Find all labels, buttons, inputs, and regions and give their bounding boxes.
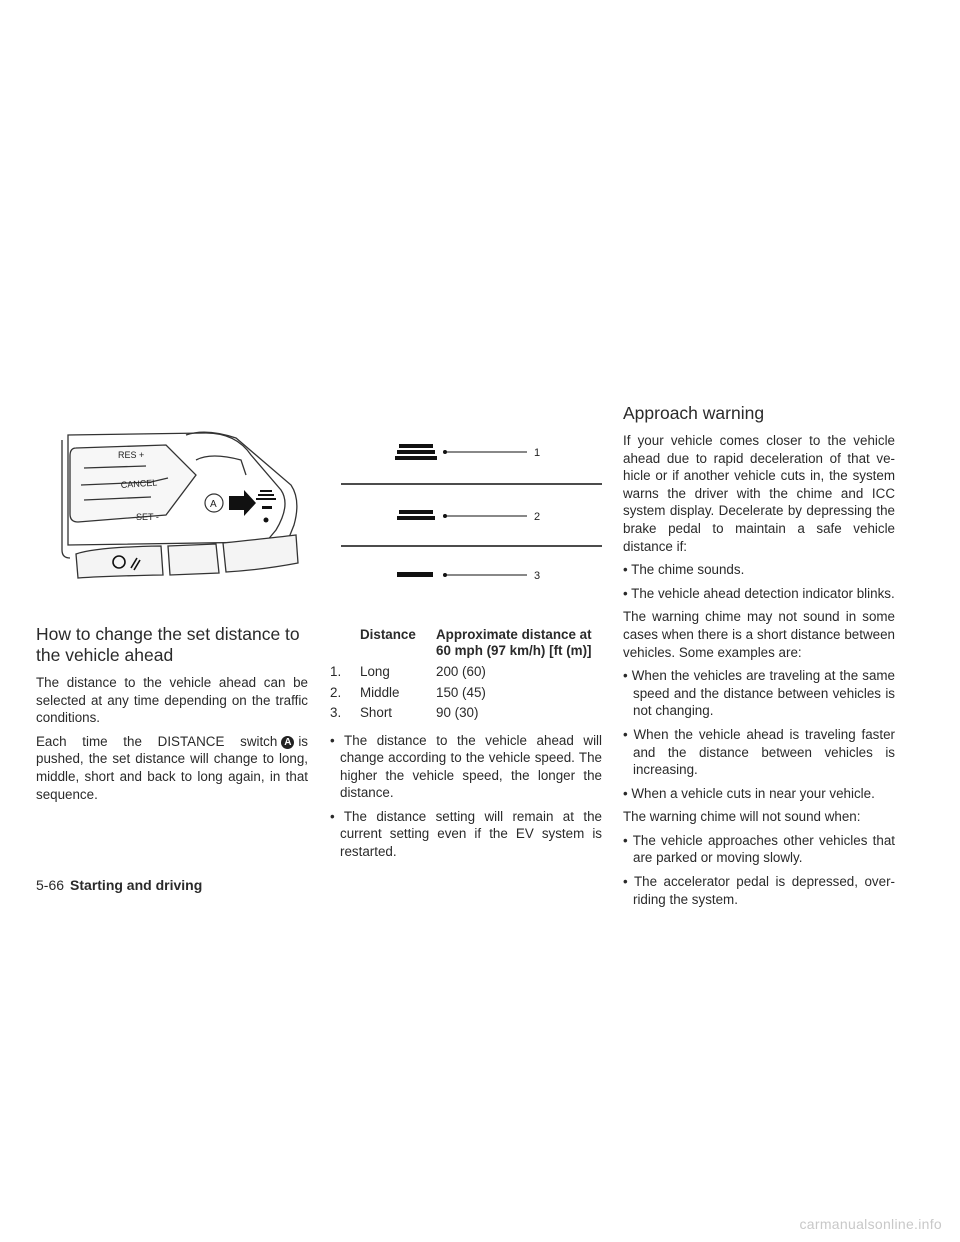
distance-illustration	[340, 440, 602, 585]
page-footer	[36, 877, 202, 893]
distance-table	[330, 627, 596, 724]
distance-label-2: 2	[534, 511, 541, 523]
table-cell-name: Middle	[360, 684, 400, 700]
paragraph-switch-text-before: Each time the DISTANCE switch	[36, 733, 278, 749]
table-cell-num: 1.	[330, 664, 342, 679]
table-cell-num: 3.	[330, 705, 342, 720]
distance-middle-icon	[397, 510, 435, 520]
paragraph-distance-switch	[36, 733, 308, 803]
column-left	[36, 624, 308, 809]
table-cell-value: 150 (45)	[436, 684, 486, 700]
table-cell-value: 90 (30)	[436, 705, 479, 720]
callout-label: A	[210, 499, 217, 510]
section-heading-set-distance: How to change the set distance to the vehicle ahead	[36, 624, 300, 665]
paragraph-approach-intro: If your vehicle comes closer to the vehicle ahead due to rapid deceleration of that vehicle or if another vehicle cuts in, the system warns the driver with the chime and ICC system display. Decelerate by depressing the brake pedal to maintain a safe vehicle distance if:	[623, 433, 895, 554]
table-cell-name: Long	[360, 664, 390, 679]
steering-switch-drawing	[36, 430, 308, 585]
arrow-right-icon	[229, 490, 256, 516]
list-item: • The vehicle ahead detection indicator blinks.	[623, 585, 895, 601]
list-item: • When the vehicle ahead is traveling faster and the distance between vehicles is increasing.	[623, 726, 895, 778]
set-minus-label: SET -	[136, 512, 159, 522]
table-row	[330, 662, 596, 683]
distance-short-icon	[397, 572, 433, 577]
distance-label-1: 1	[534, 447, 541, 459]
paragraph-distance-selection: The distance to the vehicle ahead can be selected at any time depending on the traffic conditions.	[36, 675, 308, 726]
steering-switch-illustration	[36, 430, 308, 585]
list-item: • The vehicle approaches other vehicles that are parked or moving slowly.	[623, 832, 895, 866]
paragraph-chime-will-not-sound: The warning chime will not sound when:	[623, 809, 861, 825]
list-item: • The chime sounds.	[623, 562, 745, 578]
list-item: • The distance setting will remain at the current setting even if the EV system is restarted.	[330, 808, 602, 860]
column-right	[623, 403, 895, 914]
distance-switch-icon	[256, 490, 276, 523]
list-item: • When a vehicle cuts in near your vehicle.	[623, 785, 875, 801]
table-header-num	[330, 627, 360, 662]
table-row	[330, 703, 596, 724]
distance-long-icon	[395, 444, 437, 460]
list-item: • When the vehicles are traveling at the same speed and the distance between vehicles is not changing.	[623, 668, 895, 719]
list-item: • The accelerator pedal is depressed, overriding the system.	[623, 874, 895, 907]
callout-a-badge: A	[281, 736, 294, 749]
table-header-approx: Approximate distance at 60 mph (97 km/h) [ft (m)]	[436, 627, 592, 658]
cancel-label: CANCEL	[120, 477, 158, 490]
table-cell-name: Short	[360, 705, 393, 720]
table-cell-value: 200 (60)	[436, 664, 486, 679]
footer-section-title: Starting and driving	[70, 877, 203, 893]
column-middle	[330, 627, 602, 867]
section-heading-approach-warning: Approach warning	[623, 403, 765, 423]
distance-bars-drawing	[340, 440, 602, 585]
res-plus-label: RES +	[118, 450, 145, 460]
page-number: 5-66	[36, 877, 65, 893]
distance-label-3: 3	[534, 570, 541, 582]
paragraph-chime-may-not-sound: The warning chime may not sound in some cases when there is a short distance between vehicles. Some examples are:	[623, 609, 895, 660]
table-row	[330, 683, 596, 704]
watermark: carmanualsonline.info	[799, 1216, 942, 1232]
table-header-row	[330, 627, 596, 662]
list-item: • The distance to the vehicle ahead will change according to the vehicle speed. The higher the vehicle speed, the longer the distance.	[330, 732, 602, 801]
paragraph-switch-text-after: is pushed, the set distance will change to long, middle, short and back to long again, in that sequence.	[36, 733, 308, 802]
table-cell-num: 2.	[330, 684, 342, 700]
table-header-distance: Distance	[360, 627, 416, 642]
